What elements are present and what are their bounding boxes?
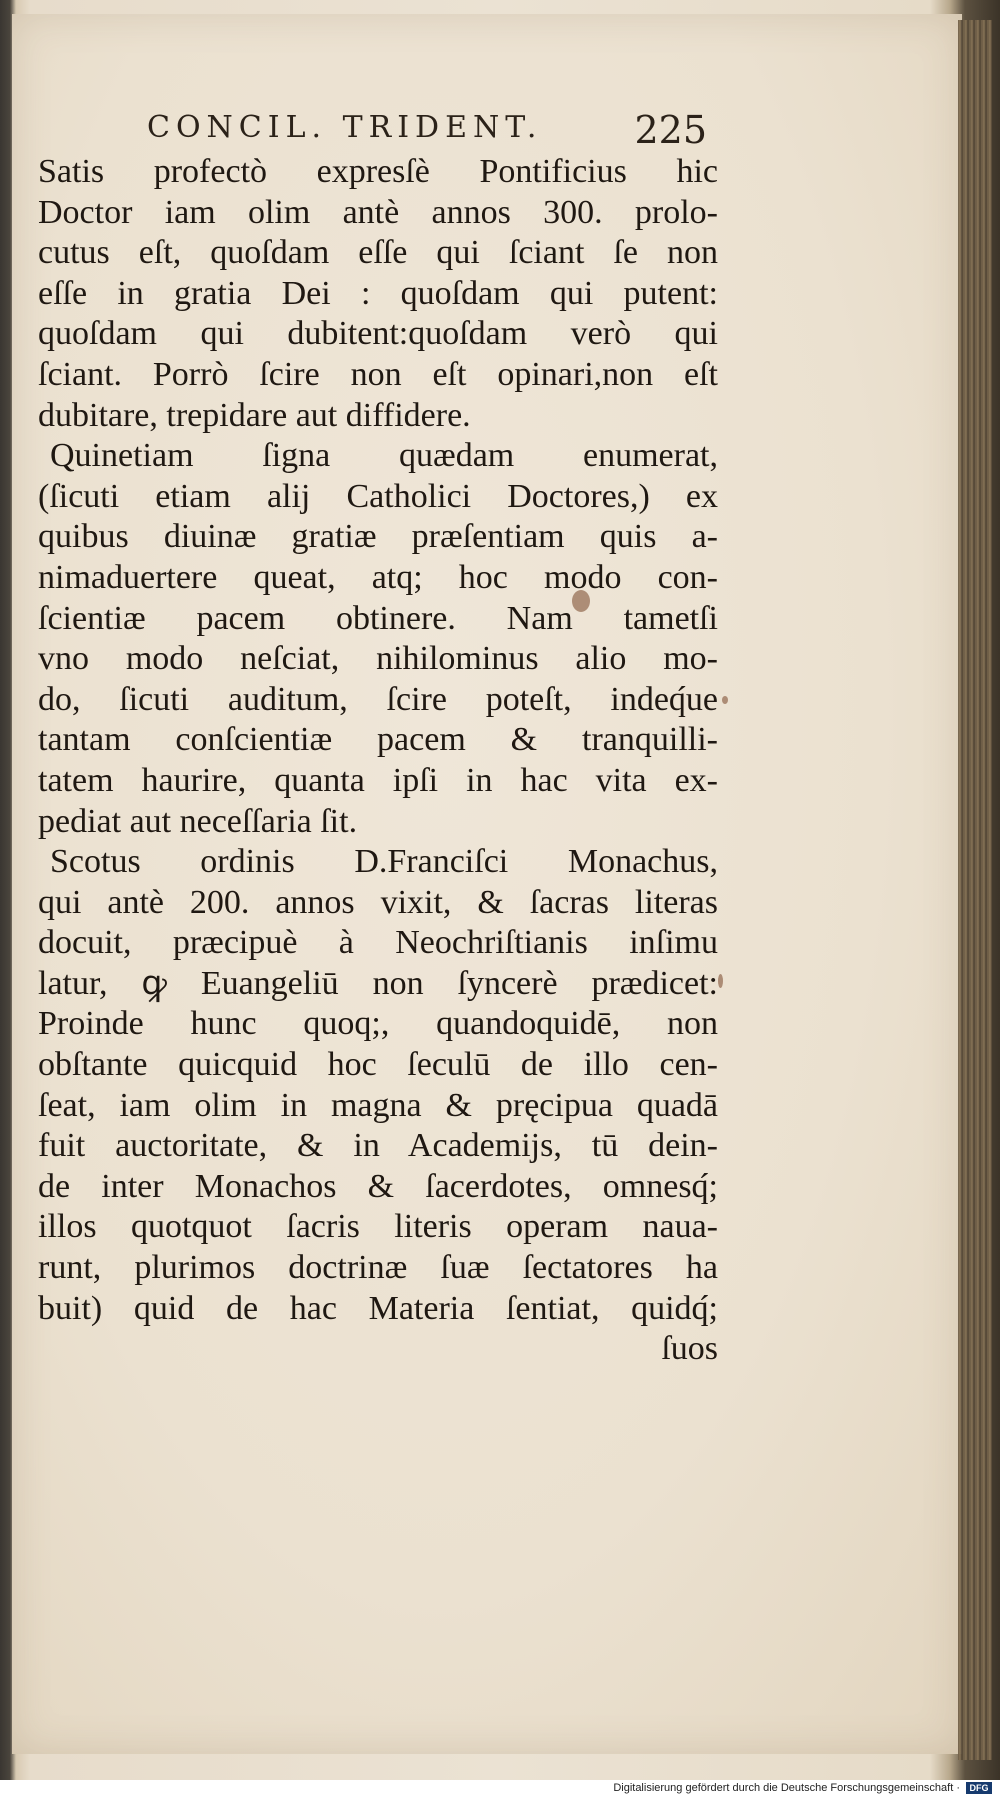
page-header: [147, 108, 707, 152]
page-edge: [958, 20, 992, 1760]
text-line: ſciant. Porrò ſcire non eſt opinari,non eſt: [38, 355, 718, 393]
text-line: Proinde hunc quoq;, quandoquidē, non: [38, 1005, 718, 1043]
text-line: cutus eſt, quoſdam eſſe qui ſciant ſe non: [38, 234, 718, 272]
book-page: [12, 14, 962, 1754]
text-line: Satis profectò expresſè Pontificius hic: [38, 153, 718, 190]
text-line: (ſicuti etiam alij Catholici Doctores,) ex: [38, 477, 718, 515]
catchword: ſuos: [661, 1330, 718, 1368]
text-line: eſſe in gratia Dei : quoſdam qui putent:: [38, 274, 718, 312]
text-line: latur, ꝙ Euangeliū non ſyncerè prædicet:: [38, 964, 718, 1002]
text-line: buit) quid de hac Materia ſentiat, quidq́;: [38, 1289, 718, 1327]
dfg-logo: DFG: [966, 1782, 992, 1794]
text-line: quoſdam qui dubitent:quoſdam verò qui: [38, 315, 718, 353]
text-line: de inter Monachos & ſacerdotes, omnesq́;: [38, 1167, 718, 1205]
ink-stain: [722, 696, 728, 704]
text-line: docuit, præcipuè à Neochriſtianis inſimu: [38, 924, 718, 962]
text-line: tantam conſcientiæ pacem & tranquilli-: [38, 721, 718, 759]
text-line: qui antè 200. annos vixit, & ſacras literas: [38, 883, 718, 921]
text-line: ſcientiæ pacem obtinere. Nam tametſi: [38, 599, 718, 637]
text-line: pediat aut neceſſaria ſit.: [38, 802, 358, 840]
text-line: obſtante quicquid hoc ſeculū de illo cen-: [38, 1046, 718, 1084]
text-line: illos quotquot ſacris literis operam naua-: [38, 1208, 718, 1246]
text-line: ſeat, iam olim in magna & pręcipua quadā: [38, 1086, 718, 1124]
text-line: do, ſicuti auditum, ſcire poteſt, indeq́ue: [38, 680, 718, 718]
text-line: runt, plurimos doctrinæ ſuæ ſectatores ha: [38, 1249, 718, 1287]
text-line: Quinetiam ſigna quædam enumerat,: [50, 437, 718, 475]
digitization-credit: Digitalisierung gefördert durch die Deutsche Forschungsgemeinschaft ·: [613, 1782, 960, 1794]
page-number: 225: [634, 108, 707, 152]
text-line: dubitare, trepidare aut diffidere.: [38, 396, 471, 434]
text-line: nimaduertere queat, atq; hoc modo con-: [38, 558, 718, 596]
text-line: fuit auctoritate, & in Academijs, tū dein-: [38, 1127, 718, 1165]
text-line: Scotus ordinis D.Franciſci Monachus,: [50, 843, 718, 881]
running-title: CONCIL. TRIDENT.: [147, 110, 543, 145]
ink-stain: [718, 974, 723, 988]
page-body-text: [38, 152, 718, 1370]
text-line: tatem haurire, quanta ipſi in hac vita ex-: [38, 761, 718, 799]
text-line: Doctor iam olim antè annos 300. prolo-: [38, 193, 718, 231]
text-line: vno modo neſciat, nihilominus alio mo-: [38, 640, 718, 678]
text-line: quibus diuinæ gratiæ præſentiam quis a-: [38, 518, 718, 556]
